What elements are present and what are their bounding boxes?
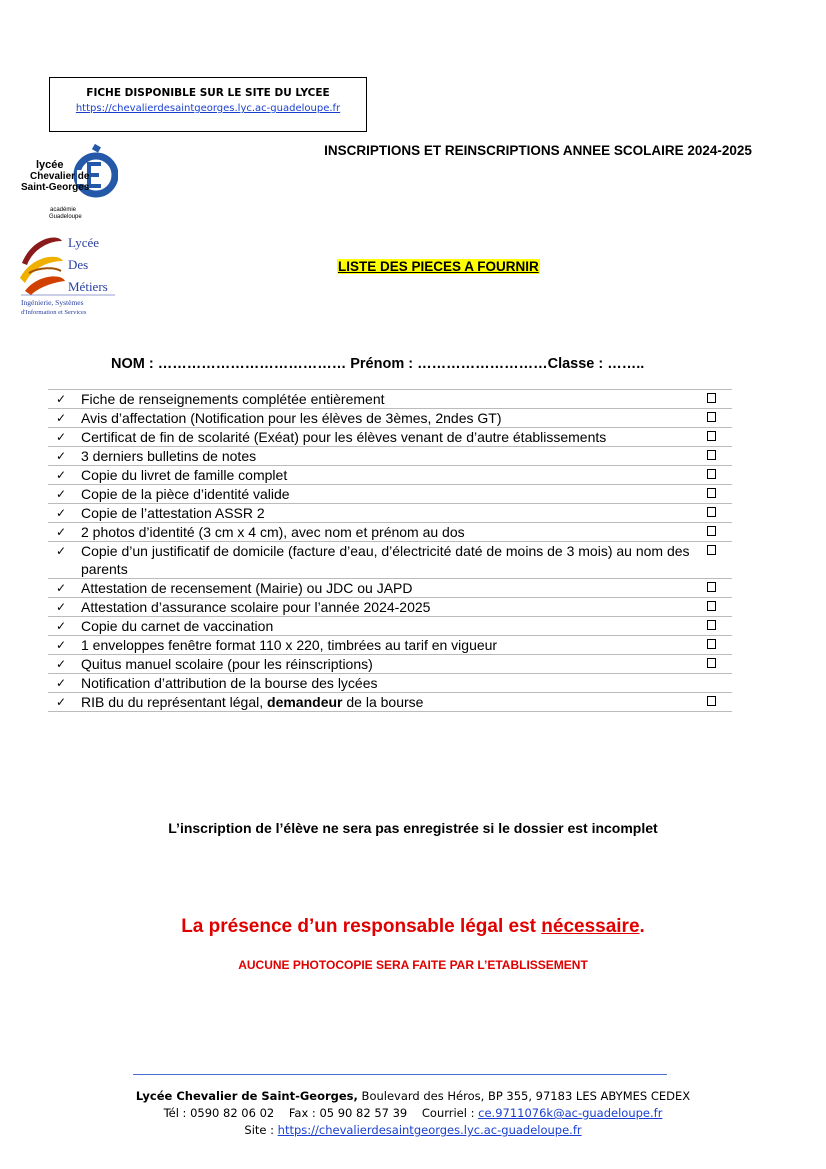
- checklist-item-text: Copie de la pièce d’identité valide: [81, 486, 290, 502]
- photocopy-warning: AUCUNE PHOTOCOPIE SERA FAITE PAR L’ETABLISSEMENT: [238, 958, 588, 972]
- checkmark-icon: ✓: [56, 468, 67, 482]
- checklist-item-text: Fiche de renseignements complétée entièrement: [81, 391, 385, 407]
- checklist-item-text: 3 derniers bulletins de notes: [81, 448, 257, 464]
- checkbox[interactable]: [707, 469, 716, 479]
- checklist-row: [48, 693, 732, 712]
- site-box-url-link[interactable]: https://chevalierdesaintgeorges.lyc.ac-guadeloupe.fr: [75, 103, 341, 114]
- checklist-row: [48, 504, 732, 523]
- checkbox[interactable]: [707, 488, 716, 498]
- checkbox[interactable]: [707, 526, 716, 536]
- checkmark-icon: ✓: [56, 657, 67, 671]
- checkbox[interactable]: [707, 639, 716, 649]
- checkbox[interactable]: [707, 658, 716, 668]
- checklist-row: [48, 409, 732, 428]
- checklist-item-text-part: RIB du du représentant légal,: [81, 694, 268, 710]
- footer: [0, 1088, 826, 1139]
- checkbox[interactable]: [707, 620, 716, 630]
- logo1-line5: Guadeloupe: [49, 214, 82, 220]
- page-subtitle: LISTE DES PIECES A FOURNIR: [338, 259, 539, 274]
- checkbox[interactable]: [707, 545, 716, 555]
- presence-warning: [0, 916, 826, 938]
- checklist-item-text: 2 photos d’identité (3 cm x 4 cm), avec nom et prénom au dos: [81, 524, 465, 540]
- checklist-row: [48, 579, 732, 598]
- logo2-line5: d'Information et Services: [21, 309, 87, 316]
- checkmark-icon: ✓: [56, 581, 67, 595]
- checklist-item-text: 1 enveloppes fenêtre format 110 x 220, timbrées au tarif en vigueur: [81, 637, 498, 653]
- checklist-item-text: Quitus manuel scolaire (pour les réinscriptions): [81, 656, 373, 672]
- checkbox[interactable]: [707, 507, 716, 517]
- checklist-row: [48, 598, 732, 617]
- footer-site-link[interactable]: https://chevalierdesaintgeorges.lyc.ac-guadeloupe.fr: [277, 1123, 582, 1137]
- checkmark-icon: ✓: [56, 487, 67, 501]
- checklist-row: [48, 466, 732, 485]
- checklist-item-text: Attestation d’assurance scolaire pour l’année 2024-2025: [81, 599, 431, 615]
- checklist-row: [48, 674, 732, 693]
- footer-school-name: Lycée Chevalier de Saint-Georges,: [135, 1089, 358, 1103]
- presence-warning-text: La présence d’un responsable légal est: [181, 916, 542, 937]
- logo1-line2: Chevalier de: [30, 171, 90, 182]
- footer-fax: Fax : 05 90 82 57 39: [288, 1106, 408, 1120]
- checklist-item-text: Avis d’affectation (Notification pour les élèves de 3èmes, 2ndes GT): [81, 410, 502, 426]
- checkmark-icon: ✓: [56, 676, 67, 690]
- checklist-row: [48, 636, 732, 655]
- checkbox[interactable]: [707, 450, 716, 460]
- checkmark-icon: ✓: [56, 430, 67, 444]
- checkbox[interactable]: [707, 431, 716, 441]
- checkbox[interactable]: [707, 412, 716, 422]
- site-box-label: FICHE DISPONIBLE SUR LE SITE DU LYCEE: [86, 87, 330, 99]
- checklist-row: [48, 390, 732, 409]
- checklist-row: [48, 447, 732, 466]
- checklist-item-text: Copie du livret de famille complet: [81, 467, 288, 483]
- checklist-row: [48, 542, 732, 579]
- checklist-row: [48, 485, 732, 504]
- footer-contact-line: [0, 1105, 826, 1122]
- checkbox[interactable]: [707, 393, 716, 403]
- page-title: INSCRIPTIONS ET REINSCRIPTIONS ANNEE SCOLAIRE 2024-2025: [324, 143, 752, 158]
- checkmark-icon: ✓: [56, 525, 67, 539]
- checklist-item-text: Notification d’attribution de la bourse des lycées: [81, 675, 378, 691]
- footer-address-line: [0, 1088, 826, 1105]
- presence-warning-end: .: [639, 916, 645, 937]
- checkmark-icon: ✓: [56, 392, 67, 406]
- checklist-item-text: Copie de l’attestation ASSR 2: [81, 505, 265, 521]
- logo2-line1: Lycée: [68, 235, 100, 250]
- logo1-line3: Saint-Georges: [21, 182, 90, 193]
- footer-site-line: [0, 1122, 826, 1139]
- checkbox[interactable]: [707, 696, 716, 706]
- student-name-row: NOM : ………………………………… Prénom : ………………………Classe : ……..: [111, 356, 645, 372]
- footer-divider: [133, 1074, 667, 1075]
- lycee-des-metiers-logo: [17, 233, 118, 320]
- logo1-line4: académie: [50, 207, 77, 213]
- checkmark-icon: ✓: [56, 619, 67, 633]
- checklist-row: [48, 523, 732, 542]
- logo2-line4: Ingénierie, Systèmes: [21, 298, 84, 307]
- checkbox[interactable]: [707, 582, 716, 592]
- checkmark-icon: ✓: [56, 449, 67, 463]
- checklist-item-bold-part: demandeur: [267, 694, 343, 710]
- site-info-box: [49, 77, 367, 132]
- checklist-row: [48, 655, 732, 674]
- checklist-item-text: Copie d’un justificatif de domicile (facture d’eau, d’électricité daté de moins de 3 mois) au nom des parents: [81, 543, 690, 577]
- checklist-item-text: Copie du carnet de vaccination: [81, 618, 274, 634]
- checklist-item-text-part: de la bourse: [342, 694, 424, 710]
- logo2-line3: Métiers: [68, 279, 108, 294]
- footer-courriel-label: Courriel :: [421, 1106, 479, 1120]
- checklist-row: [48, 617, 732, 636]
- checklist-row: [48, 428, 732, 447]
- checklist-item-text: Certificat de fin de scolarité (Exéat) pour les élèves venant de d’autre établissements: [81, 429, 607, 445]
- presence-warning-underlined: nécessaire: [541, 916, 640, 937]
- checklist-item-text: Attestation de recensement (Mairie) ou JDC ou JAPD: [81, 580, 413, 596]
- logo2-line2: Des: [68, 257, 89, 272]
- logo1-line1: lycée: [36, 159, 64, 171]
- checklist-item-text: [81, 694, 423, 710]
- footer-email-link[interactable]: ce.9711076k@ac-guadeloupe.fr: [478, 1106, 663, 1120]
- checkbox[interactable]: [707, 601, 716, 611]
- checkmark-icon: ✓: [56, 638, 67, 652]
- checkmark-icon: ✓: [56, 600, 67, 614]
- footer-tel: Tél : 0590 82 06 02: [163, 1106, 275, 1120]
- checkmark-icon: ✓: [56, 411, 67, 425]
- checkmark-icon: ✓: [56, 506, 67, 520]
- footer-site-label: Site :: [244, 1123, 278, 1137]
- checkmark-icon: ✓: [56, 544, 67, 558]
- footer-address: Boulevard des Héros, BP 355, 97183 LES ABYMES CEDEX: [357, 1089, 691, 1103]
- documents-checklist: [48, 389, 732, 712]
- incomplete-warning: L’inscription de l’élève ne sera pas enregistrée si le dossier est incomplet: [168, 820, 658, 836]
- checkmark-icon: ✓: [56, 695, 67, 709]
